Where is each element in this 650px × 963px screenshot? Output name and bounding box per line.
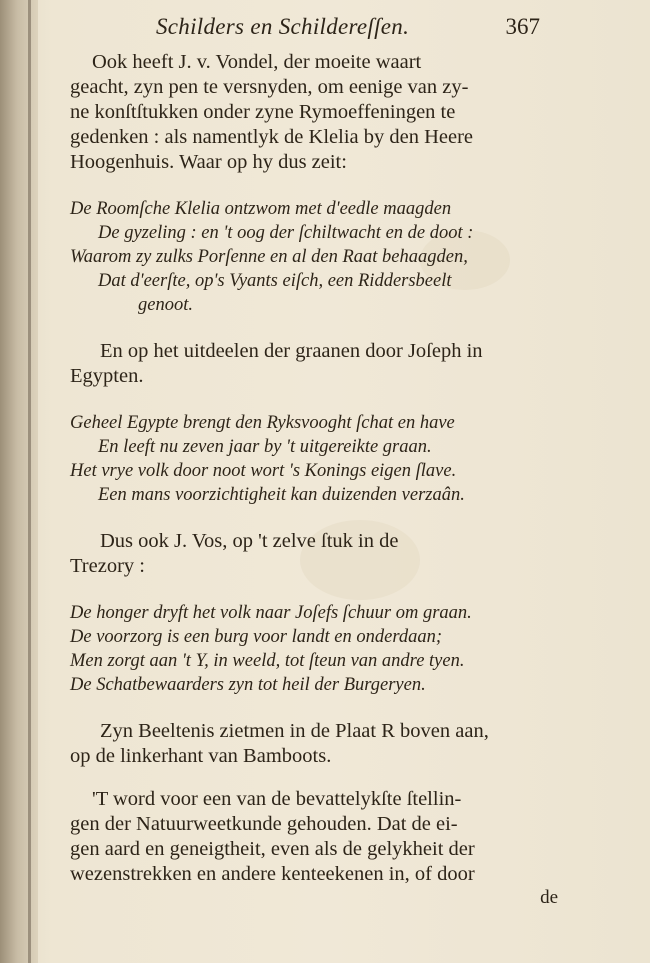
paragraph-natuur [70,787,560,887]
verse-line: De gyzeling : en 't oog der ſchiltwacht en de doot : [98,223,474,243]
catchword: de [540,887,558,908]
verse-klelia [70,197,560,317]
text-line: Trezory : [70,555,145,577]
text-line: Zyn Beeltenis zietmen in de Plaat R boven aan, [100,720,489,742]
text-line: Hoogenhuis. Waar op hy dus zeit: [70,151,347,173]
running-title: Schilders en Schildereſſen. [156,14,410,39]
verse-line: De Roomſche Klelia ontzwom met d'eedle maagden [70,199,452,219]
verse-line: En leeft nu zeven jaar by 't uitgereikte graan. [98,437,432,457]
paragraph-vondel [70,50,560,75]
paragraph-beeltenis [70,719,560,769]
text-line: geacht, zyn pen te versnyden, om eenige van zy- [70,76,469,98]
text-line: op de linkerhant van Bamboots. [70,745,332,767]
text-line: wezenstrekken en andere kenteekenen in, of door [70,863,475,885]
text-line: En op het uitdeelen der graanen door Joſeph in [100,340,483,362]
paragraph-vos [70,529,560,579]
text-line: ne konſtſtukken onder zyne Rymoeffeningen te [70,101,456,123]
verse-line: De Schatbewaarders zyn tot heil der Burgeryen. [70,675,426,695]
verse-vos [70,601,560,697]
text-line: 'T word voor een van de bevattelykſte ſtellin- [92,788,462,810]
page-number: 367 [505,14,540,39]
text-line: gen der Natuurweetkunde gehouden. Dat de ei- [70,813,458,835]
paragraph-vondel-cont [70,75,560,175]
verse-line: De voorzorg is een burg voor landt en onderdaan; [70,627,443,647]
verse-line: De honger dryft het volk naar Joſefs ſchuur om graan. [70,603,472,623]
verse-line: Het vrye volk door noot wort 's Konings eigen ſlave. [70,461,457,481]
verse-line: Een mans voorzichtigheit kan duizenden verzaân. [98,485,465,505]
text-line: Ook heeft J. v. Vondel, der moeite waart [92,51,422,73]
verse-egypte [70,411,560,507]
paragraph-joseph [70,339,560,389]
text-line: Egypten. [70,365,144,387]
verse-line: Men zorgt aan 't Y, in weeld, tot ſteun van andre tyen. [70,651,465,671]
verse-line: genoot. [138,295,193,315]
text-line: gen aard en geneigtheit, even als de gelykheit der [70,838,475,860]
verse-line: Waarom zy zulks Porſenne en al den Raat behaagden, [70,247,468,267]
text-line: Dus ook J. Vos, op 't zelve ſtuk in de [100,530,399,552]
verse-line: Geheel Egypte brengt den Ryksvooght ſchat en have [70,413,455,433]
book-gutter [0,0,38,963]
verse-line: Dat d'eerſte, op's Vyants eiſch, een Riddersbeelt [98,271,452,291]
running-header [70,14,560,46]
text-line: gedenken : als namentlyk de Klelia by den Heere [70,126,474,148]
gutter-shadow [28,0,31,963]
page-text [70,14,560,909]
